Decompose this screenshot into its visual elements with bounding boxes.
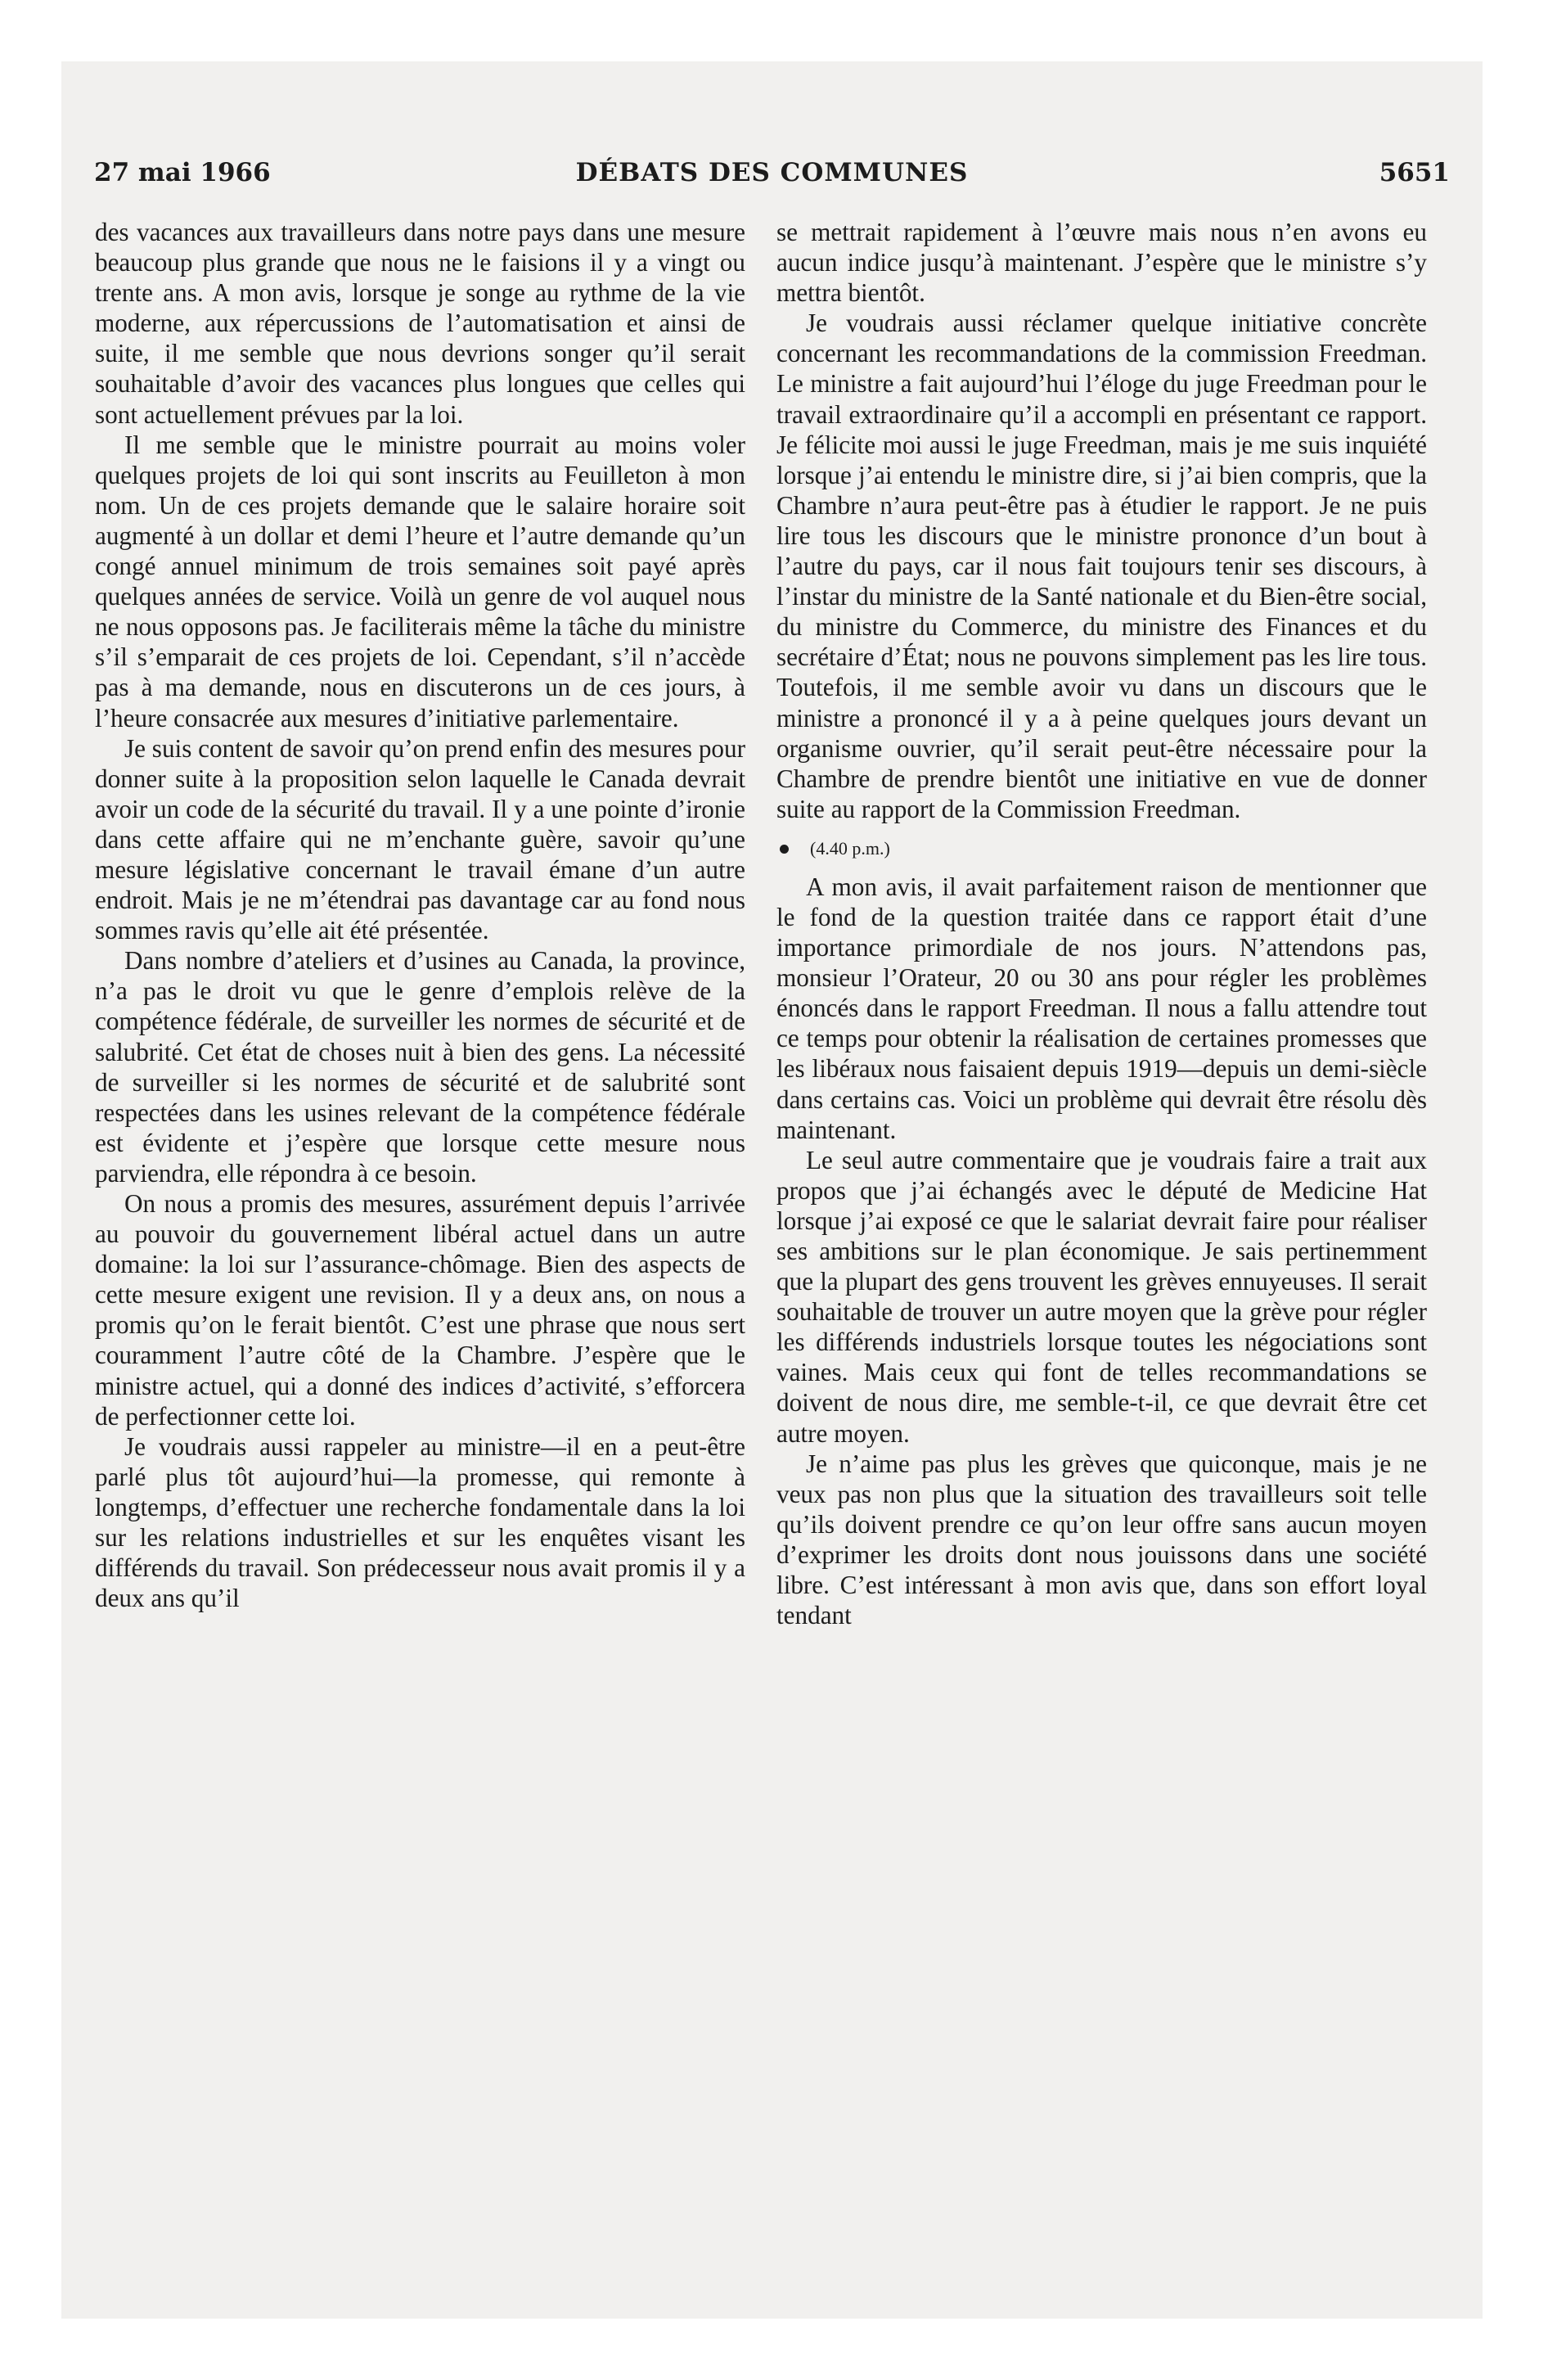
paragraph: se mettrait rapidement à l’œuvre mais nous n’en avons eu aucun indice jusqu’à maintenant. J’espère que le ministre s’y mettra bientôt. <box>776 218 1427 308</box>
paragraph: Il me semble que le ministre pourrait au moins voler quelques projets de loi qui sont inscrits au Feuilleton à mon nom. Un de ces projets demande que le salaire horaire soit augmenté à un dollar et demi l’heure et l’autre demande qu’un congé annuel minimum de trois semaines soit payé après quelques années de service. Voilà un genre de vol auquel nous ne nous opposons pas. Je faciliterais même la tâche du ministre s’il s’emparait de ces projets de loi. Cependant, s’il n’accède pas à ma demande, nous en discuterons un de ces jours, à l’heure consacrée aux mesures d’initiative parlementaire. <box>95 430 745 732</box>
paragraph: Je voudrais aussi réclamer quelque initiative concrète concernant les recommandations de la commission Freedman. Le ministre a fait aujourd’hui l’éloge du juge Freedman pour le travail extraordinaire qu’il a accompli en présentant ce rapport. Je félicite moi aussi le juge Freedman, mais je me suis inquiété lorsque j’ai entendu le ministre dire, si j’ai bien compris, que la Chambre n’aura peut-être pas à étudier le rapport. Je ne puis lire tous les discours que le ministre prononce d’un bout à l’autre du pays, car il nous fait toujours tenir ses discours, à l’instar du ministre de la Santé nationale et du Bien-être social, du ministre du Commerce, du ministre des Finances et du secrétaire d’État; nous ne pouvons simplement pas les lire tous. Toutefois, il me semble avoir vu dans un discours que le ministre a prononcé il y a à peine quelques jours devant un organisme ouvrier, qu’il serait peut-être nécessaire pour la Chambre de prendre bientôt une initiative en vue de donner suite au rapport de la Commission Freedman. <box>776 309 1427 823</box>
right-column <box>776 217 1427 1630</box>
paragraph: des vacances aux travailleurs dans notre pays dans une mesure beaucoup plus grande que nous ne le faisions il y a vingt ou trente ans. A mon avis, lorsque je songe au rythme de la vie moderne, aux répercussions de l’automatisation et ainsi de suite, il me semble que nous devrions songer qu’il serait souhaitable d’avoir des vacances plus longues que celles qui sont actuellement prévues par la loi. <box>95 218 745 429</box>
paragraph: Je voudrais aussi rappeler au ministre—il en a peut-être parlé plus tôt aujourd’hui—la promesse, qui remonte à longtemps, d’effectuer une recherche fondamentale dans la loi sur les relations industrielles et sur les enquêtes visant les différends du travail. Son prédecesseur nous avait promis il y a deux ans qu’il <box>95 1431 745 1613</box>
left-column <box>95 217 745 1613</box>
page <box>61 61 1483 2319</box>
page-header <box>94 158 1450 199</box>
header-title: DÉBATS DES COMMUNES <box>575 158 969 187</box>
paragraph: Je n’aime pas plus les grèves que quiconque, mais je ne veux pas non plus que la situation des travailleurs soit telle qu’ils doivent prendre ce qu’on leur offre sans aucun moyen d’exprimer les droits dont nous jouissons dans une société libre. C’est intéressant à mon avis que, dans son effort loyal tendant <box>776 1449 1427 1630</box>
time-marker <box>776 832 1427 865</box>
bullet-icon <box>780 845 789 854</box>
header-page-number: 5651 <box>1379 158 1450 187</box>
paragraph: Je suis content de savoir qu’on prend enfin des mesures pour donner suite à la proposition selon laquelle le Canada devrait avoir un code de la sécurité du travail. Il y a une pointe d’ironie dans cette affaire qui ne m’enchante guère, savoir qu’une mesure législative concernant le travail émane d’un autre endroit. Mais je ne m’étendrai pas davantage car au fond nous sommes ravis qu’elle ait été présentée. <box>95 733 745 945</box>
paragraph: On nous a promis des mesures, assurément depuis l’arrivée au pouvoir du gouvernement libéral actuel dans un autre domaine: la loi sur l’assurance-chômage. Bien des aspects de cette mesure exigent une revision. Il y a deux ans, on nous a promis qu’on le ferait bientôt. C’est une phrase que nous sert couramment l’autre côté de la Chambre. J’espère que le ministre actuel, qui a donné des indices d’activité, s’efforcera de perfectionner cette loi. <box>95 1189 745 1431</box>
time-marker-text: (4.40 p.m.) <box>810 837 890 859</box>
paragraph: A mon avis, il avait parfaitement raison de mentionner que le fond de la question traitée dans ce rapport était d’une importance primordiale de nos jours. N’attendons pas, monsieur l’Orateur, 20 ou 30 ans pour régler les problèmes énoncés dans le rapport Freedman. Il nous a fallu attendre tout ce temps pour obtenir la réalisation de certaines promesses que les libéraux nous faisaient depuis 1919—depuis un demi-siècle dans certains cas. Voici un problème qui devrait être résolu dès maintenant. <box>776 872 1427 1144</box>
paragraph: Le seul autre commentaire que je voudrais faire a trait aux propos que j’ai échangés avec le député de Medicine Hat lorsque j’ai exposé ce que le salariat devrait faire pour réaliser ses ambitions sur le plan économique. Je sais pertinemment que la plupart des gens trouvent les grèves ennuyeuses. Il serait souhaitable de trouver un autre moyen que la grève pour régler les différends industriels lorsque toutes les négociations sont vaines. Mais ceux qui font de telles recommandations se doivent de nous dire, me semble-t-il, ce que devrait être cet autre moyen. <box>776 1145 1427 1448</box>
header-date: 27 mai 1966 <box>94 158 271 187</box>
paragraph: Dans nombre d’ateliers et d’usines au Canada, la province, n’a pas le droit vu que le genre d’emplois relève de la compétence fédérale, de surveiller les normes de sécurité et de salubrité. Cet état de choses nuit à bien des gens. La nécessité de surveiller si les normes de sécurité et de salubrité sont respectées dans les usines relevant de la compétence fédérale est évidente et j’espère que lorsque cette mesure nous parviendra, elle répondra à ce besoin. <box>95 946 745 1188</box>
